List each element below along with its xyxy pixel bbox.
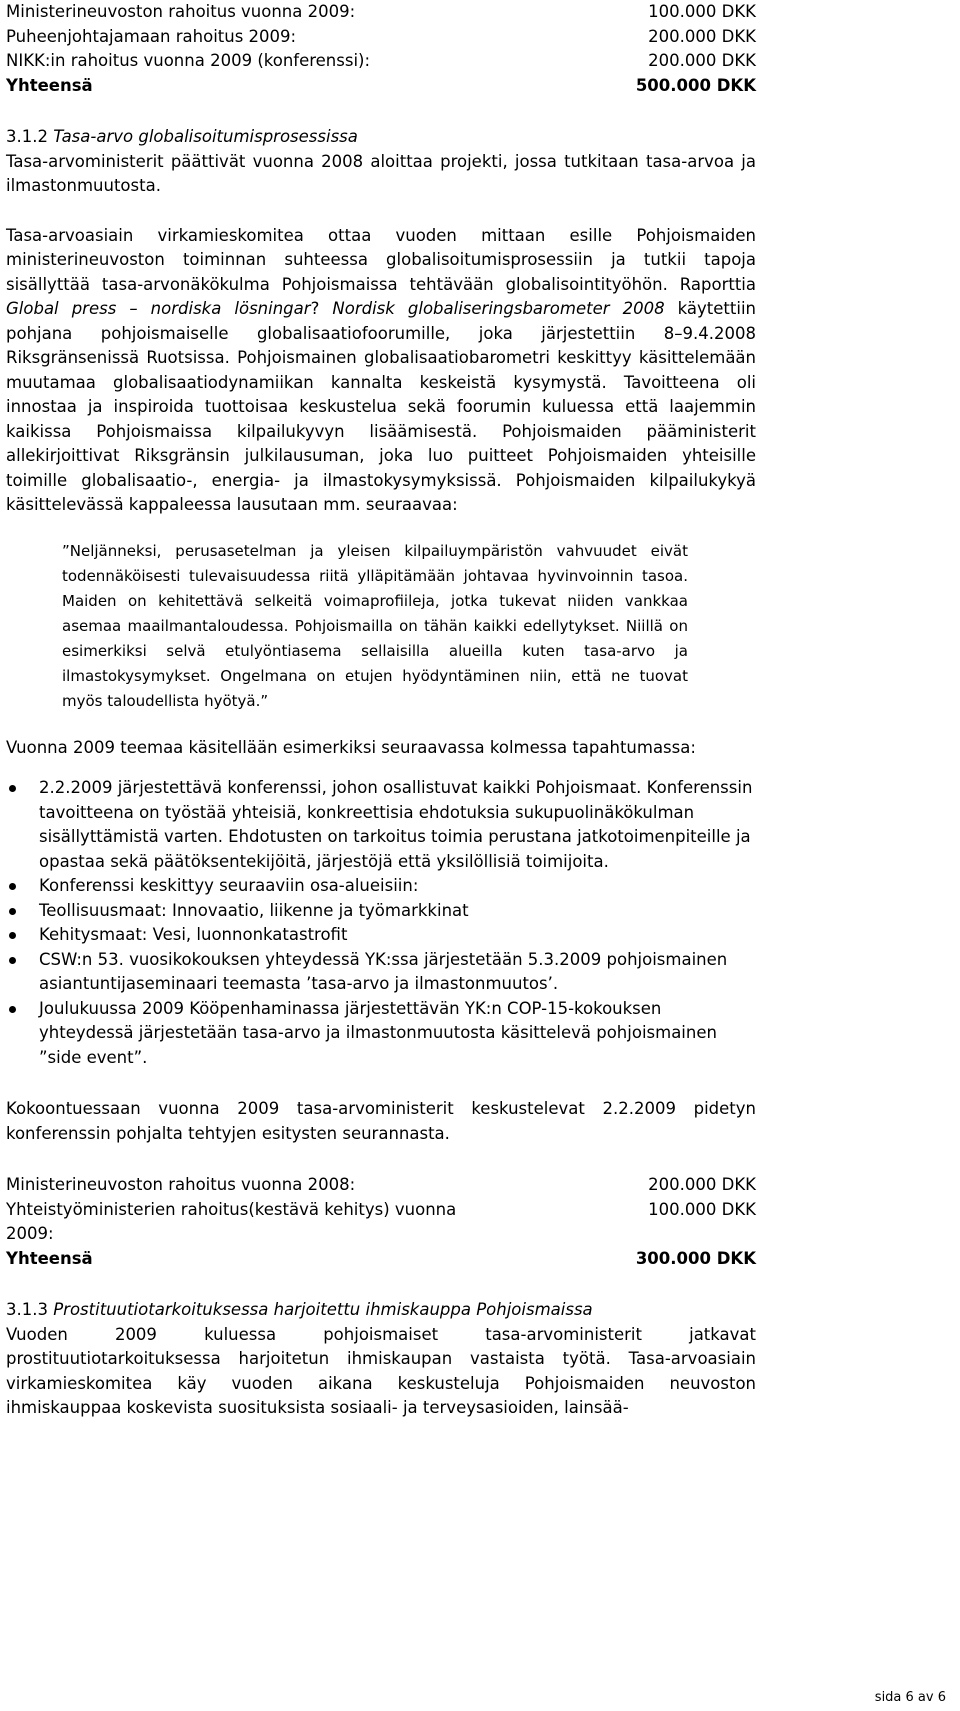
section-number: 3.1.3 <box>6 1300 48 1319</box>
budget-row-label: Ministerineuvoston rahoitus vuonna 2008: <box>6 1175 356 1194</box>
page-number-footer: sida 6 av 6 <box>874 1690 946 1705</box>
bullet-icon <box>9 883 16 890</box>
list-item <box>6 776 756 874</box>
list-item-text: Kehitysmaat: Vesi, luonnonkatastrofit <box>39 925 348 944</box>
budget-total-label: Yhteensä <box>6 1248 93 1268</box>
budget-row-amount: 100.000 DKK <box>648 2 756 21</box>
list-item-text: Konferenssi keskittyy seuraaviin osa-alueisiin: <box>39 876 419 895</box>
paragraph-text: ? <box>310 299 333 318</box>
paragraph-text: käytettiin pohjana pohjoismaiselle globalisaatiofoorumille, joka järjestettiin 8–9.4.2008 Riksgränsenissä Ruotsissa. Pohjoismainen globalisaatiobarometri keskittyy käsittelemään muutamaa globalisaatiodynamiikan kannalta keskeistä kysymystä. Tavoitteena oli innostaa ja inspiroida tuottoisaa keskustelua sekä foorumin kuluessa että laajemmin kaikissa Pohjoismaissa kilpailukyvyn lisäämisestä. Pohjoismaiden pääministerit allekirjoittivat Riksgränsin julkilausuman, joka luo puitteet Pohjoismaiden yhteisille toimille globalisaatio-, energia- ja ilmastokysymyksissä. Pohjoismaiden kilpailukykyä käsittelevässä kappaleessa lausutaan mm. seuraavaa: <box>6 299 756 514</box>
budget-row-label: Yhteistyöministerien rahoitus(kestävä kehitys) vuonna 2009: <box>6 1199 457 1243</box>
list-item-text: Joulukuussa 2009 Kööpenhaminassa järjestettävän YK:n COP-15-kokouksen yhteydessä järjestetään tasa-arvo ja ilmastonmuutosta käsittelevä pohjoismainen ”side event”. <box>39 998 717 1067</box>
budget-total-amount: 500.000 DKK <box>635 75 756 95</box>
section-title: Tasa-arvo globalisoitumisprosessissa <box>47 127 358 146</box>
block-quote: ”Neljänneksi, perusasetelman ja yleisen kilpailuympäristön vahvuudet eivät todennäköisesti tulevaisuudessa riitä ylläpitämään johtavaa hyvinvoinnin tasoa. Maiden on kehitettävä selkeitä voimaprofiileja, jotka tukevat niiden vankkaa asemaa maailmantaloudessa. Pohjoismailla on tähän kaikki edellytykset. Niillä on esimerkiksi selvä etulyöntiasema sellaisilla alueilla kuten tasa-arvo ja ilmastokysymykset. Ongelmana on etujen hyödyntäminen niin, että ne tuovat myös taloudellista hyötyä.” <box>62 541 688 710</box>
event-bullet-list <box>6 776 756 1070</box>
list-item <box>6 997 756 1071</box>
list-item <box>6 923 756 948</box>
paragraph-text: Tasa-arvoasiain virkamieskomitea ottaa vuoden mittaan esille Pohjoismaiden ministerineuvoston toiminnan suhteessa globalisoitumisprosessiin ja tutkii tapoja sisällyttää tasa-arvonäkökulma Pohjoismaissa tehtävään globalisointityöhön. Raporttia <box>6 225 756 294</box>
list-item-text: CSW:n 53. vuosikokouksen yhteydessä YK:ssa järjestetään 5.3.2009 pohjoismainen asiantuntijaseminaari teemasta ’tasa-arvo ja ilmastonmuutos’. <box>39 949 728 993</box>
list-item <box>6 874 756 899</box>
section-body: Vuoden 2009 kuluessa pohjoismaiset tasa-arvoministerit jatkavat prostituutiotarkoituksessa harjoitetun ihmiskaupan vastaista työtä. Tasa-arvoasiain virkamieskomitea käy vuoden aikana keskusteluja Pohjoismaiden neuvoston ihmiskauppaa koskevista suosituksista sosiaali- ja terveysasioiden, lainsää- <box>6 1324 756 1417</box>
list-item <box>6 948 756 997</box>
body-paragraph <box>6 224 756 518</box>
budget-total-amount: 300.000 DKK <box>635 1248 756 1268</box>
budget-row-amount: 100.000 DKK <box>648 1199 756 1219</box>
bullet-icon <box>9 785 16 792</box>
bullet-icon <box>9 908 16 915</box>
bullet-icon <box>9 957 16 964</box>
section-heading-312 <box>6 125 756 150</box>
budget-row-label: Ministerineuvoston rahoitus vuonna 2009: <box>6 2 356 21</box>
budget-row-amount: 200.000 DKK <box>648 51 756 70</box>
list-item-text: 2.2.2009 järjestettävä konferenssi, johon osallistuvat kaikki Pohjoismaat. Konferenssin tavoitteena on työstää yhteisiä, konkreettisia ehdotuksia sukupuolinäkökulman sisällyttämistä varten. Ehdotusten on tarkoitus toimia perustana jatkotoimenpiteille ja opastaa sekä päätöksentekijöitä, järjestöjä että yksilöllisiä toimijoita. <box>39 778 753 871</box>
report-title-italic: Nordisk globaliseringsbarometer 2008 <box>332 299 665 318</box>
report-title-italic: Global press – nordiska lösningar <box>6 299 311 318</box>
document-page <box>6 0 756 1421</box>
section-number: 3.1.2 <box>6 127 48 146</box>
budget-row-amount: 200.000 DKK <box>648 1175 756 1194</box>
events-intro: Vuonna 2009 teemaa käsitellään esimerkiksi seuraavassa kolmessa tapahtumassa: <box>6 737 696 757</box>
budget-row-label: NIKK:in rahoitus vuonna 2009 (konferenssi): <box>6 51 371 70</box>
bullet-icon <box>9 1006 16 1013</box>
budget-row-label: Puheenjohtajamaan rahoitus 2009: <box>6 26 297 46</box>
section-intro: Tasa-arvoministerit päättivät vuonna 2008 aloittaa projekti, jossa tutkitaan tasa-arvoa ja ilmastonmuutosta. <box>6 151 756 195</box>
list-item <box>6 899 756 924</box>
bullet-icon <box>9 932 16 939</box>
budget-row-amount: 200.000 DKK <box>648 26 756 46</box>
budget-total-label: Yhteensä <box>6 75 93 95</box>
section-title: Prostituutiotarkoituksessa harjoitettu ihmiskauppa Pohjoismaissa <box>47 1300 593 1319</box>
budget-table-2009 <box>6 0 756 98</box>
closing-paragraph: Kokoontuessaan vuonna 2009 tasa-arvoministerit keskustelevat 2.2.2009 pidetyn konferenssin pohjalta tehtyjen esitysten seurannasta. <box>6 1099 756 1143</box>
list-item-text: Teollisuusmaat: Innovaatio, liikenne ja työmarkkinat <box>39 900 469 920</box>
section-heading-313 <box>6 1298 756 1323</box>
budget-table-2009b <box>6 1173 756 1271</box>
